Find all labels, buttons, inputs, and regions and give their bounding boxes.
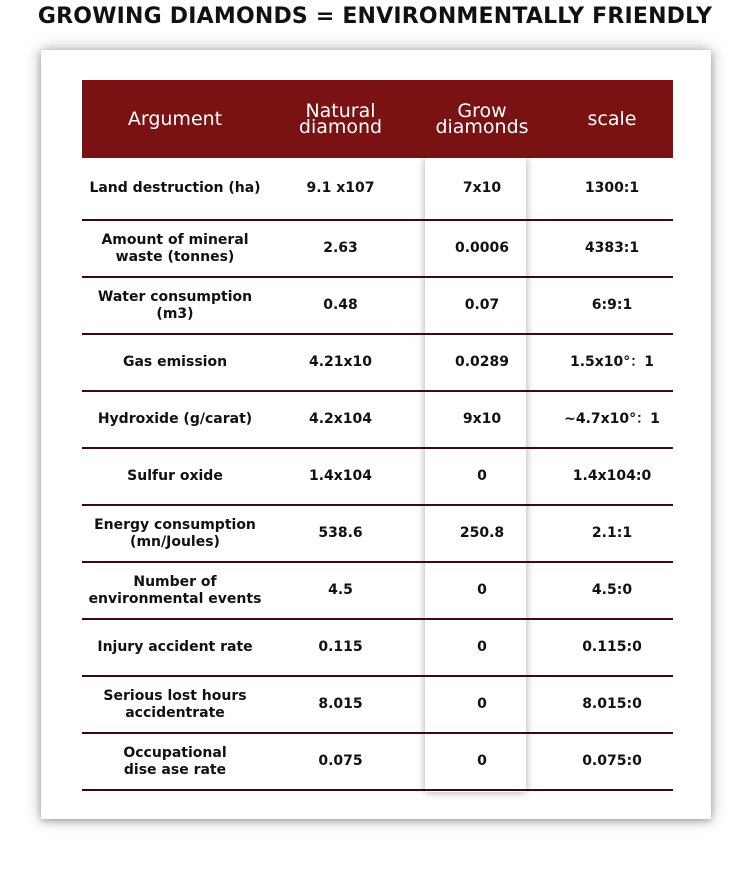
header-natural-line2: diamond (298, 116, 383, 138)
cell-natural: 4.21x10 (308, 354, 373, 370)
table-row (82, 221, 673, 278)
table-row (82, 734, 673, 791)
table-body (82, 158, 673, 791)
table-row (82, 392, 673, 449)
table-row (82, 158, 673, 221)
cell-argument: Injury accident rate (97, 639, 253, 655)
page-title: GROWING DIAMONDS = ENVIRONMENTALLY FRIENDLY (37, 4, 713, 29)
cell-grow: 0 (477, 639, 487, 655)
header-grow-line2: diamonds (435, 116, 529, 138)
table-row (82, 677, 673, 734)
cell-argument: Sulfur oxide (127, 468, 223, 484)
table-row (82, 278, 673, 335)
cell-natural: 0.115 (318, 639, 363, 655)
header-natural-line1: Natural (305, 100, 376, 122)
cell-scale: 1.5x10°：1 (569, 354, 655, 370)
cell-natural: 1.4x104 (308, 468, 373, 484)
cell-argument: Hydroxide (g/carat) (97, 411, 253, 427)
cell-grow: 0.07 (464, 297, 500, 313)
cell-grow: 250.8 (459, 525, 505, 541)
header-grow-diamonds (413, 100, 551, 138)
header-natural-diamond (268, 100, 413, 138)
cell-scale: 0.075:0 (582, 753, 642, 769)
cell-scale: 1300:1 (584, 180, 640, 196)
cell-natural: 0.48 (323, 297, 358, 313)
cell-natural: 4.2x104 (308, 411, 373, 427)
cell-argument: Amount of mineral waste (tonnes) (101, 231, 249, 265)
cell-scale: 1.4x104:0 (572, 468, 652, 484)
cell-scale: 8.015:0 (582, 696, 642, 712)
cell-grow: 0.0289 (454, 354, 510, 370)
cell-grow: 9x10 (462, 411, 502, 427)
header-grow-line1: Grow (457, 100, 507, 122)
cell-argument: Energy consumption (mn/Joules) (94, 516, 256, 550)
cell-natural: 2.63 (323, 240, 358, 256)
cell-grow: 0 (477, 468, 487, 484)
cell-scale: 0.115:0 (582, 639, 642, 655)
cell-natural: 9.1 x107 (306, 180, 375, 196)
table-row (82, 506, 673, 563)
cell-argument: Number of environmental events (88, 573, 262, 607)
cell-natural: 4.5 (328, 582, 353, 598)
cell-natural: 8.015 (318, 696, 363, 712)
cell-grow: 0 (477, 696, 487, 712)
cell-natural: 538.6 (318, 525, 363, 541)
header-scale: scale (587, 108, 637, 130)
cell-scale: 6:9:1 (591, 297, 633, 313)
table-row (82, 335, 673, 392)
cell-natural: 0.075 (318, 753, 363, 769)
cell-argument: Water consumption (m3) (97, 288, 253, 322)
cell-grow: 7x10 (462, 180, 502, 196)
cell-argument: Land destruction (ha) (89, 180, 261, 196)
table-row (82, 563, 673, 620)
cell-scale: 4.5:0 (591, 582, 633, 598)
table-row (82, 620, 673, 677)
cell-argument: Gas emission (122, 354, 228, 370)
cell-grow: 0.0006 (454, 240, 510, 256)
comparison-table (82, 80, 673, 791)
cell-grow: 0 (477, 753, 487, 769)
cell-argument: Occupational dise ase rate (123, 744, 227, 778)
cell-scale: 4383:1 (584, 240, 640, 256)
header-argument: Argument (127, 108, 223, 130)
table-header (82, 80, 673, 158)
table-row (82, 449, 673, 506)
cell-grow: 0 (477, 582, 487, 598)
cell-scale: 2.1:1 (591, 525, 633, 541)
cell-argument: Serious lost hours accidentrate (103, 687, 247, 721)
cell-scale: ~4.7x10°：1 (564, 411, 660, 427)
